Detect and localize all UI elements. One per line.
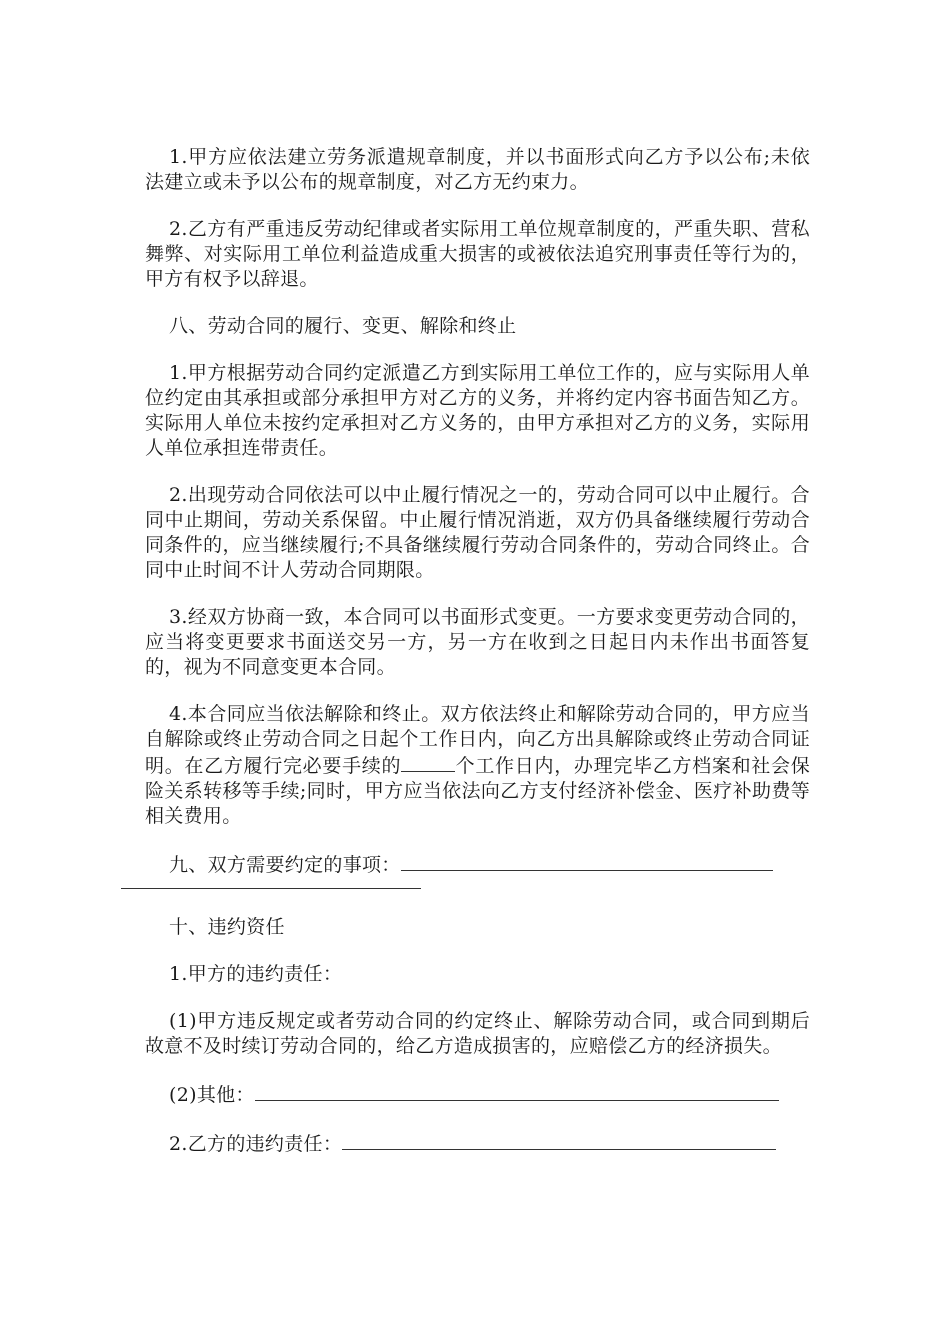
- paragraph-dismissal: 2.乙方有严重违反劳动纪律或者实际用工单位规章制度的，严重失职、营私舞弊、对实际用工单位利益造成重大损害的或被依法追究刑事责任等行为的，甲方有权予以辞退。: [145, 218, 810, 290]
- paragraph-8-2: 2.出现劳动合同依法可以中止履行情况之一的，劳动合同可以中止履行。合同中止期间，劳动关系保留。中止履行情况消逝，双方仍具备继续履行劳动合同条件的，应当继续履行;不具备继续履行劳动合同条件的，劳动合同终止。合同中止时间不计人劳动合同期限。: [145, 484, 810, 581]
- section-heading-9: [145, 851, 810, 889]
- paragraph-rules-publication: 1.甲方应依法建立劳务派遣规章制度，并以书面形式向乙方予以公布;未依法建立或未予以公布的规章制度，对乙方无约束力。: [145, 146, 810, 193]
- party-b-liability-blank[interactable]: [342, 1130, 776, 1150]
- section-heading-10: 十、违约资任: [169, 916, 285, 938]
- paragraph-8-4-part-a: 4.本合同应当依法解除和终止。双方依法终止和解除劳动合同的，甲方应当自解除或终止劳动合同之日起个工作日内，向乙方出具解除或终止劳动合同证明。在乙方履行完必要手续的: [145, 703, 810, 777]
- paragraph-8-1: 1.甲方根据劳动合同约定派遣乙方到实际用工单位工作的，应与实际用人单位约定由其承担或部分承担甲方对乙方的义务，并将约定内容书面告知乙方。实际用人单位未按约定承担对乙方义务的，由甲方承担对乙方的义务，实际用人单位承担连带责任。: [145, 362, 810, 459]
- paragraph-8-3: 3.经双方协商一致，本合同可以书面形式变更。一方要求变更劳动合同的，应当将变更要求书面送交另一方，另一方在收到之日起日内未作出书面答复的，视为不同意变更本合同。: [145, 606, 810, 678]
- paragraph-8-4-part-b: 个工作日内，办理完毕乙方档案和社会保险关系转移等手续;同时，甲方应当依法向乙方支付经济补偿金、医疗补助费等相关费用。: [145, 755, 811, 827]
- party-b-liability-label: 2.乙方的违约责任：: [169, 1133, 343, 1155]
- paragraph-8-4: [145, 702, 810, 829]
- party-a-liability-heading: 1.甲方的违约责任：: [169, 963, 343, 985]
- party-a-liability-2-label: (2)其他：: [169, 1084, 255, 1106]
- party-a-other-blank[interactable]: [255, 1081, 779, 1101]
- party-b-liability-heading: [145, 1130, 810, 1157]
- days-blank[interactable]: [401, 752, 455, 772]
- agreed-matters-blank[interactable]: [401, 851, 773, 871]
- agreed-matters-blank-continued[interactable]: [121, 882, 421, 889]
- section-heading-8: 八、劳动合同的履行、变更、解除和终止: [169, 315, 517, 337]
- party-a-liability-2: [145, 1081, 810, 1108]
- section-heading-9-label: 九、双方需要约定的事项：: [169, 854, 401, 876]
- party-a-liability-1: (1)甲方违反规定或者劳动合同的约定终止、解除劳动合同，或合同到期后故意不及时续订劳动合同的，给乙方造成损害的，应赔偿乙方的经济损失。: [145, 1010, 810, 1057]
